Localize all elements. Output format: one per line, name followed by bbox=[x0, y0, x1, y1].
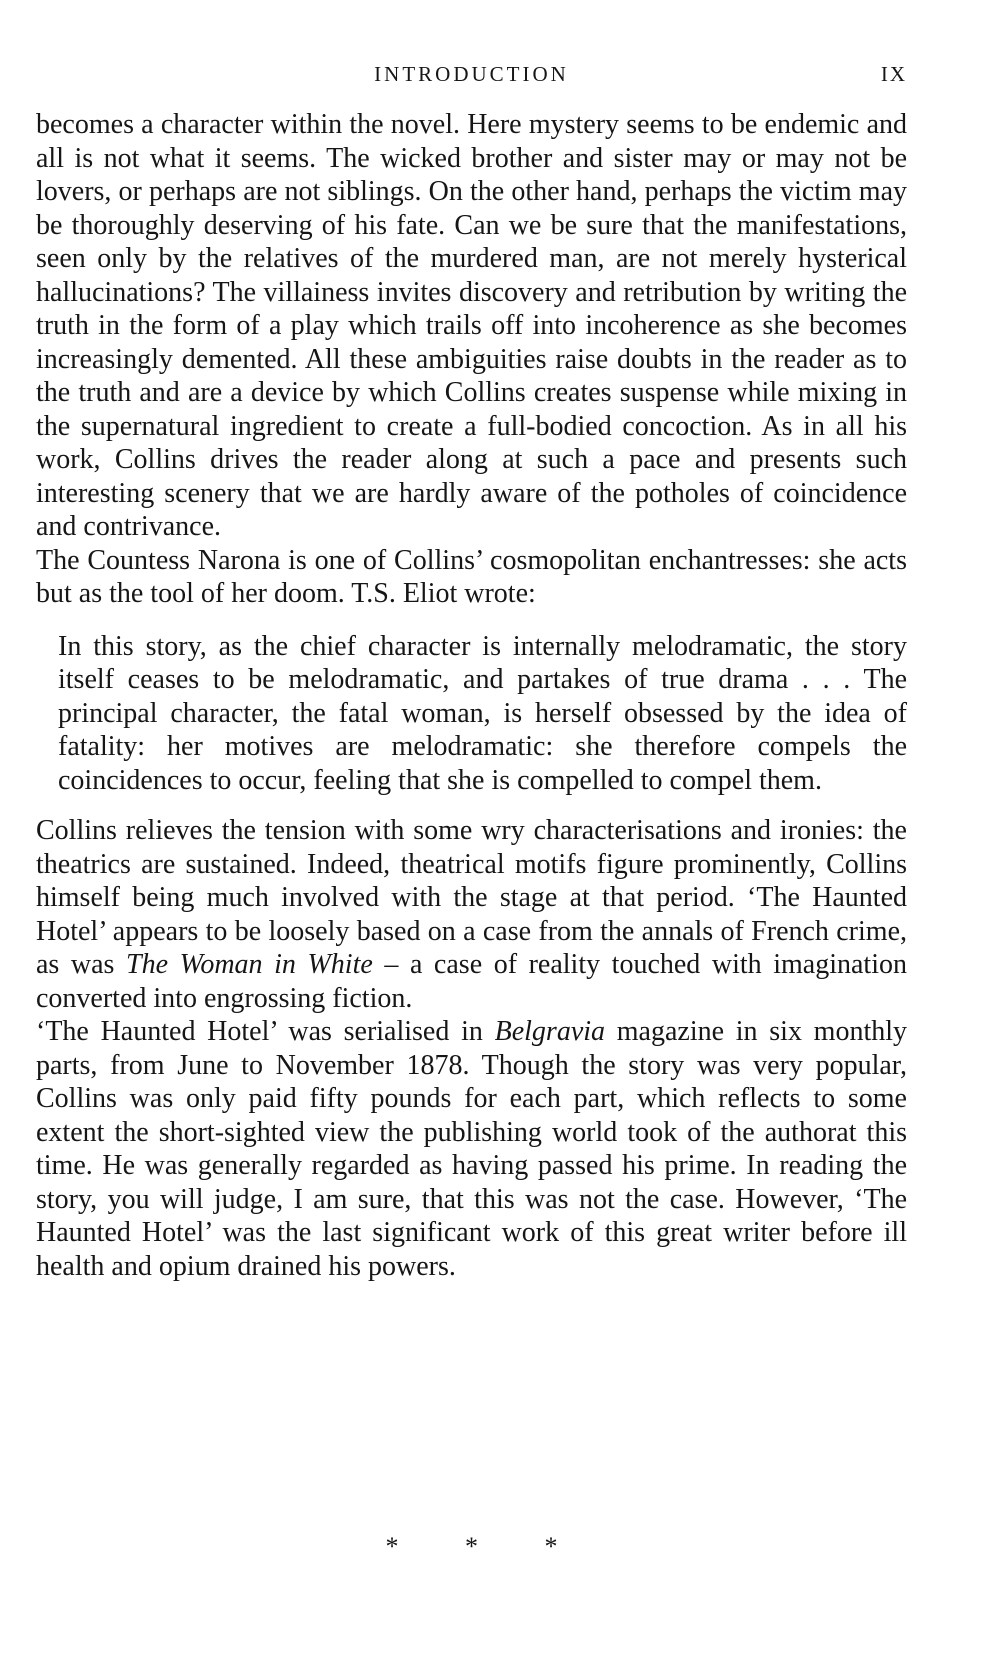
paragraph-continuation: becomes a character within the novel. Here mystery seems to be endemic and all is not what it seems. The wicked brother and sister may or may not be lovers, or perhaps are not siblings. On the other hand, perhaps the victim may be thoroughly deserving of his fate. Can we be sure that the manifestations, seen only by the relatives of the murdered man, are not merely hysterical hallucinations? The villainess invites discovery and retribution by writing the truth in the form of a play which trails off into incoherence as she becomes increasingly demented. All these ambiguities raise doubts in the reader as to the truth and are a device by which Collins creates suspense while mixing in the supernatural ingredient to create a full-bodied concoction. As in all his work, Collins drives the reader along at such a pace and presents such interesting scenery that we are hardly aware of the potholes of coincidence and contrivance. bbox=[36, 109, 907, 542]
running-head bbox=[36, 62, 907, 92]
magazine-title-belgravia: Belgravia bbox=[494, 1016, 606, 1047]
block-quote-eliot: In this story, as the chief character is internally melodramatic, the story itself ceases to be melodramatic, and partakes of true drama . . . The principal character, the fatal woman, is herself obsessed by the idea of fatality: her motives are melodramatic: she therefore compels the coincidences to occur, feeling that she is compelled to compel them. bbox=[58, 630, 907, 796]
chapter-title: INTRODUCTION bbox=[374, 62, 569, 86]
paragraph-theatrics-text-2: – a case of reality touched with imagination converted into engrossing fiction. bbox=[36, 949, 907, 1014]
section-break-asterisks: * * * bbox=[385, 1532, 588, 1561]
paragraph-countess-narona: The Countess Narona is one of Collins’ cosmopolitan enchantresses: she acts but as the tool of her doom. T.S. Eliot wrote: bbox=[36, 544, 907, 609]
paragraph-theatrics bbox=[36, 814, 907, 1015]
paragraph-serialisation-text-1: ‘The Haunted Hotel’ was serialised in bbox=[36, 1016, 495, 1047]
paragraph-serialisation-text-2: magazine in six monthly parts, from June to November 1878. Though the story was very popular, Collins was only paid fifty pounds for each part, which reflects to some extent the short-sighted view the publishing world took of the authorat this time. He was generally regarded as having passed his prime. In reading the story, you will judge, I am sure, that this was not the case. However, ‘The Haunted Hotel’ was the last significant work of this great writer before ill health and opium drained his powers. bbox=[36, 1016, 908, 1282]
paragraph-serialisation bbox=[36, 1015, 907, 1283]
page-number: IX bbox=[880, 62, 907, 86]
paragraph-theatrics-text-1: Collins relieves the tension with some wry characterisations and ironies: the theatrics are sustained. Indeed, theatrical motifs figure prominently, Collins himself being much involved with the stage at that period. ‘The Haunted Hotel’ appears to be loosely based on a case from the annals of French crime, as was bbox=[36, 815, 907, 980]
body-text bbox=[36, 108, 907, 1283]
book-title-woman-in-white: The Woman in White bbox=[126, 949, 373, 980]
